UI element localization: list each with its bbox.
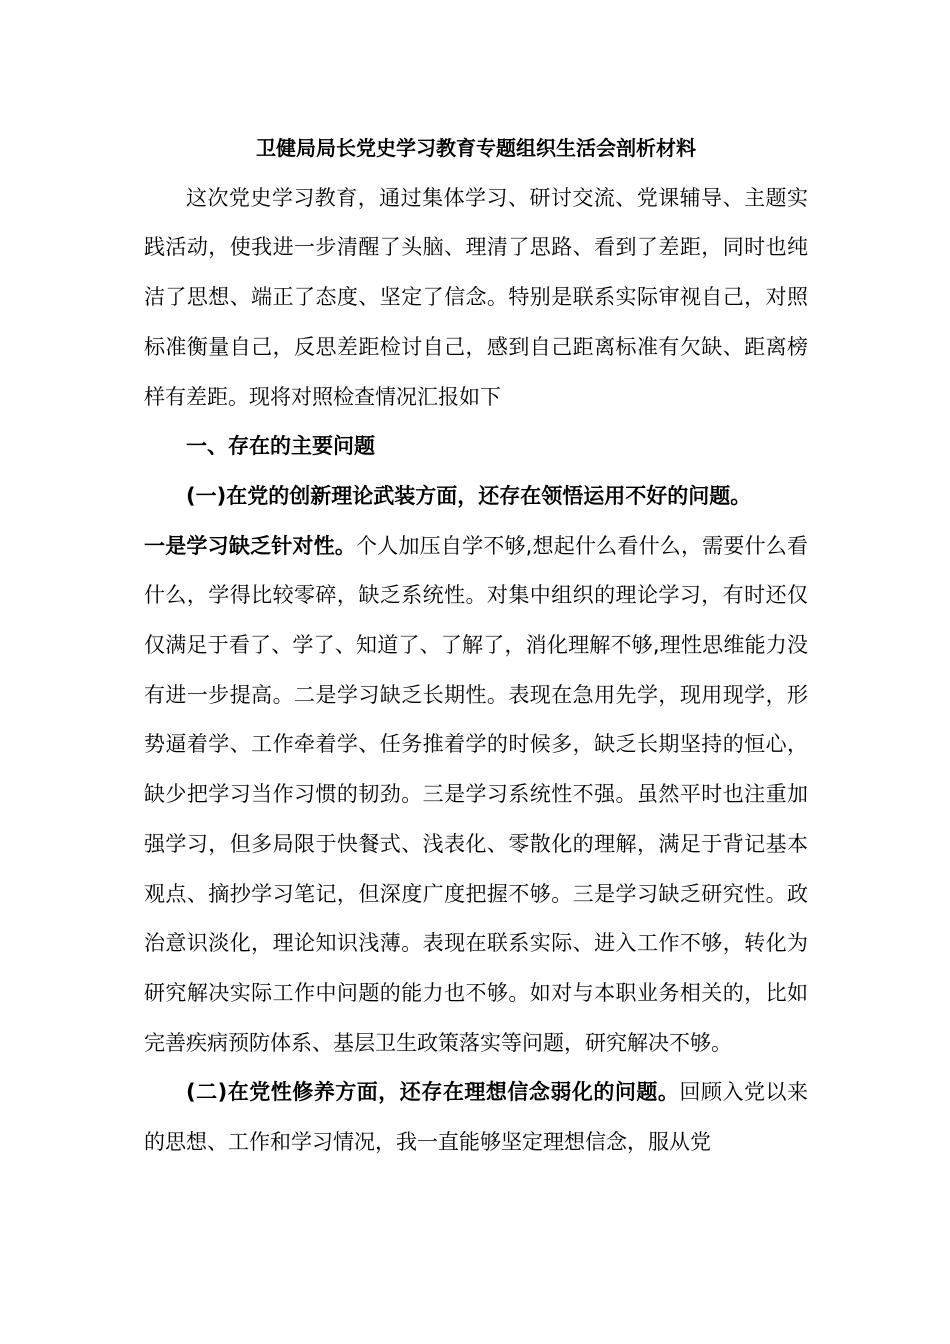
document-page bbox=[144, 124, 808, 1168]
subsection-1-body: 个人加压自学不够,想起什么看什么，需要什么看什么，学得比较零碎，缺乏系统性。对集中组织的理论学习，有时还仅仅满足于看了、学了、知道了、了解了，消化理解不够,理性思维能力没有进一步提高。二是学习缺乏长期性。表现在急用先学，现用现学，形势逼着学、工作牵着学、任务推着学的时候多，缺乏长期坚持的恒心，缺少把学习当作习惯的韧劲。三是学习系统性不强。虽然平时也注重加强学习，但多局限于快餐式、浅表化、零散化的理解，满足于背记基本观点、摘抄学习笔记，但深度广度把握不够。三是学习缺乏研究性。政治意识淡化，理论知识浅薄。表现在联系实际、进入工作不够，转化为研究解决实际工作中问题的能力也不够。如对与本职业务相关的，比如完善疾病预防体系、基层卫生政策落实等问题，研究解决不够。 bbox=[144, 533, 808, 1055]
subsection-1-heading bbox=[144, 472, 808, 522]
subsection-1-paragraph bbox=[144, 522, 808, 1069]
subsection-1-lead: 一是学习缺乏针对性。 bbox=[144, 533, 357, 558]
document-title: 卫健局局长党史学习教育专题组织生活会剖析材料 bbox=[256, 136, 696, 160]
subsection-2-heading: (二)在党性修养方面，还存在理想信念弱化的问题。 bbox=[186, 1080, 680, 1105]
subsection-2-body: 回顾入党以来的思想、工作和学习情况，我一直能够坚定理想信念，服从党 bbox=[144, 1080, 809, 1155]
subsection-1-heading-text: (一)在党的创新理论武装方面，还存在领悟运用不好的问题。 bbox=[186, 483, 752, 508]
intro-paragraph: 这次党史学习教育，通过集体学习、研讨交流、党课辅导、主题实践活动，使我进一步清醒了头脑、理清了思路、看到了差距，同时也纯洁了思想、端正了态度、坚定了信念。特别是联系实际审视自己，对照标准衡量自己，反思差距检讨自己，感到自己距离标准有欠缺、距离榜样有差距。现将对照检查情况汇报如下 bbox=[144, 185, 808, 409]
subsection-2-paragraph bbox=[144, 1068, 808, 1167]
section-heading-text: 一、存在的主要问题 bbox=[186, 434, 375, 459]
section-heading bbox=[144, 422, 808, 472]
